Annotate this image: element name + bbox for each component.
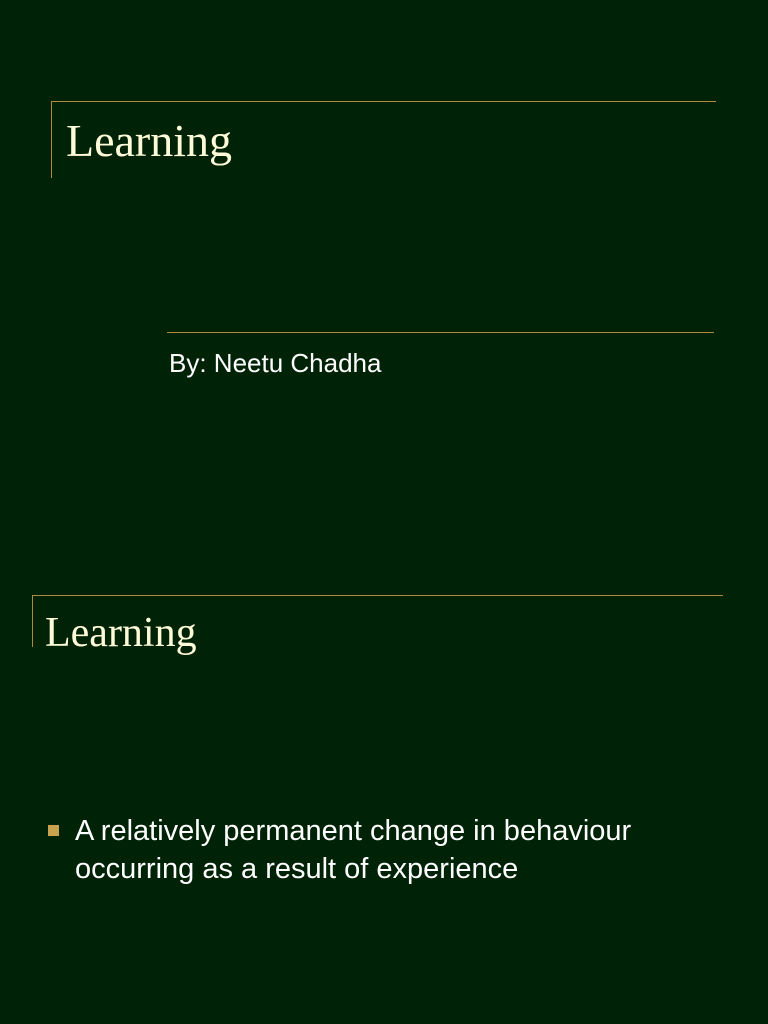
slide-2	[0, 512, 768, 1024]
square-bullet-icon	[48, 825, 59, 836]
slide-title: Learning	[45, 610, 197, 656]
title-frame-top-line	[32, 595, 723, 596]
title-frame-left-line	[32, 595, 33, 647]
slide-title: Learning	[66, 115, 233, 166]
subtitle-divider-line	[167, 332, 714, 333]
bullet-list	[48, 812, 708, 888]
author-subtitle: By: Neetu Chadha	[169, 348, 382, 378]
title-frame-top-line	[51, 101, 716, 102]
title-frame-left-line	[51, 101, 52, 178]
bullet-text: A relatively permanent change in behaviour occurring as a result of experience	[75, 815, 632, 885]
bullet-item	[48, 812, 708, 888]
